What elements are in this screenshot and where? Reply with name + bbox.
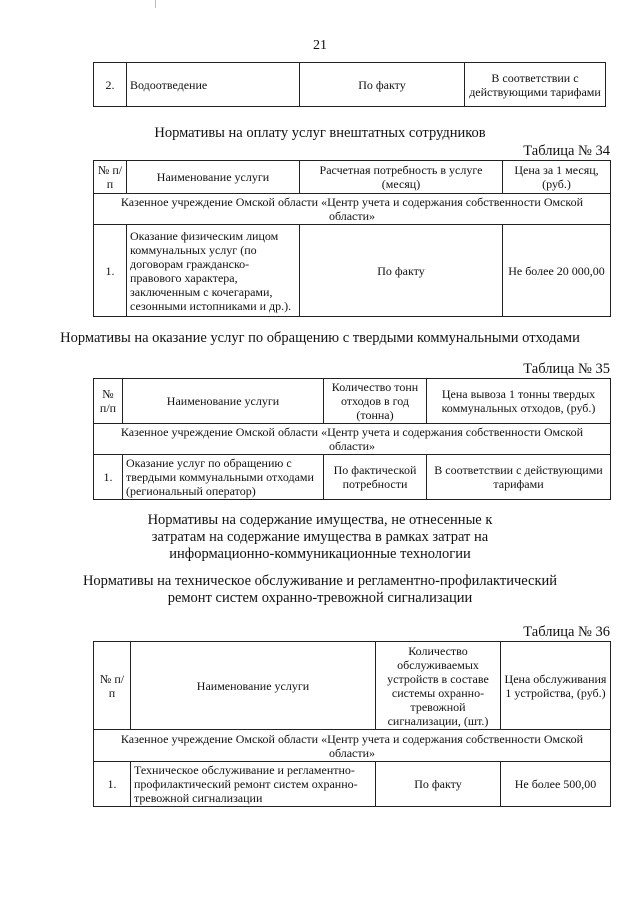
org-cell: Казенное учреждение Омской области «Центр учета и содержания собственности Омской области»: [94, 730, 611, 762]
cell-num: 1.: [94, 455, 123, 500]
top-table: [93, 62, 606, 107]
org-row: [94, 730, 611, 762]
scan-mark: [155, 0, 156, 8]
table-row: [94, 63, 606, 107]
t35-heading: Нормативы на оказание услуг по обращению с твердыми коммунальными отходами: [60, 330, 580, 346]
cell-price: Не более 500,00: [501, 762, 611, 807]
t34-heading: Нормативы на оплату услуг внештатных сотрудников: [154, 125, 486, 141]
header-num: № п/п: [94, 161, 127, 194]
cell-need: По факту: [300, 63, 465, 107]
org-row: [94, 424, 611, 455]
t35-caption: Таблица № 35: [523, 361, 610, 377]
org-cell: Казенное учреждение Омской области «Центр учета и содержания собственности Омской области»: [94, 424, 611, 455]
cell-name: Водоотведение: [127, 63, 300, 107]
t36-heading: Нормативы на техническое обслуживание и регламентно-профилактический ремонт систем охранно-тревожной сигнализации: [82, 573, 558, 606]
cell-num: 2.: [94, 63, 127, 107]
header-num: № п/п: [94, 379, 123, 424]
org-row: [94, 194, 611, 225]
section-heading: Нормативы на содержание имущества, не отнесенные к затратам на содержание имущества в рамках затрат на информационно-коммуникационные технологии: [147, 512, 493, 562]
header-name: Наименование услуги: [127, 161, 300, 194]
header-price: Цена за 1 месяц, (руб.): [503, 161, 611, 194]
header-name: Наименование услуги: [131, 642, 376, 730]
table-34: [93, 160, 611, 317]
table-36: [93, 641, 611, 807]
header-name: Наименование услуги: [123, 379, 324, 424]
t34-caption: Таблица № 34: [523, 143, 610, 159]
cell-num: 1.: [94, 762, 131, 807]
table-header-row: [94, 379, 611, 424]
table-header-row: [94, 642, 611, 730]
cell-need: По фактической потребности: [324, 455, 427, 500]
cell-name: Оказание услуг по обращению с твердыми коммунальными отходами (региональный оператор): [123, 455, 324, 500]
header-need: Количество обслуживаемых устройств в составе системы охранно-тревожной сигнализации, (шт.): [376, 642, 501, 730]
header-num: № п/п: [94, 642, 131, 730]
org-cell: Казенное учреждение Омской области «Центр учета и содержания собственности Омской области»: [94, 194, 611, 225]
cell-price: Не более 20 000,00: [503, 225, 611, 317]
table-row: [94, 455, 611, 500]
cell-need: По факту: [300, 225, 503, 317]
cell-num: 1.: [94, 225, 127, 317]
cell-price: В соответствии с действующими тарифами: [427, 455, 611, 500]
header-need: Расчетная потребность в услуге (месяц): [300, 161, 503, 194]
header-price: Цена вывоза 1 тонны твердых коммунальных отходов, (руб.): [427, 379, 611, 424]
t36-caption: Таблица № 36: [523, 624, 610, 640]
table-header-row: [94, 161, 611, 194]
table-row: [94, 762, 611, 807]
cell-need: По факту: [376, 762, 501, 807]
table-row: [94, 225, 611, 317]
cell-price: В соответствии с действующими тарифами: [465, 63, 606, 107]
cell-name: Оказание физическим лицом коммунальных услуг (по договорам гражданско-правового характера, заключенным с кочегарами, сезонными истопниками и др.).: [127, 225, 300, 317]
page-number: 21: [313, 38, 327, 53]
table-35: [93, 378, 611, 500]
header-price: Цена обслуживания 1 устройства, (руб.): [501, 642, 611, 730]
cell-name: Техническое обслуживание и регламентно-профилактический ремонт систем охранно-тревожной сигнализации: [131, 762, 376, 807]
header-need: Количество тонн отходов в год (тонна): [324, 379, 427, 424]
